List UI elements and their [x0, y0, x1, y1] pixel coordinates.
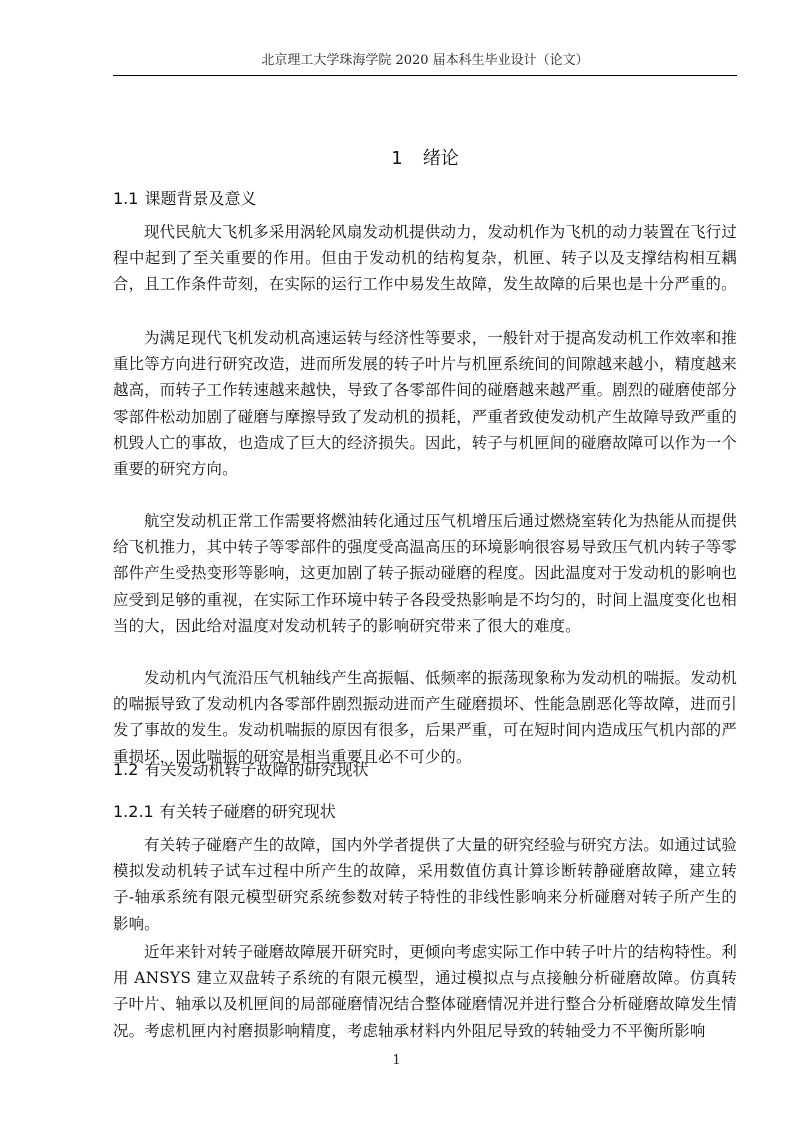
- chapter-number: 1: [391, 148, 403, 169]
- section-title: 有关转子碰磨的研究现状: [159, 802, 336, 821]
- section-title: 课题背景及意义: [144, 189, 257, 208]
- paragraph: 为满足现代飞机发动机高速运转与经济性等要求，一般针对于提高发动机工作效率和推重比等方向进行研究改造，进而所发展的转子叶片与机匣系统间的间隙越来越小，精度越来越高，而转子工作转速越来越快，导致了各零部件间的碰磨越来越严重。剧烈的碰磨使部分零部件松动加剧了碰磨与摩擦导致了发动机的损耗，严重者致使发动机产生故障导致严重的机毁人亡的事故，也造成了巨大的经济损失。因此，转子与机匣间的碰磨故障可以作为一个重要的研究方向。: [113, 329, 737, 479]
- section-heading-1-1: [113, 187, 737, 211]
- section-heading-1-2: [113, 758, 737, 782]
- running-header: 北京理工大学珠海学院 2020 届本科生毕业设计（论文）: [261, 53, 589, 68]
- paragraph: 现代民航大飞机多采用涡轮风扇发动机提供动力，发动机作为飞机的动力装置在飞行过程中起到了至关重要的作用。但由于发动机的结构复杂，机匣、转子以及支撑结构相互耦合，且工作条件苛刻，在实际的运行工作中易发生故障，发生故障的后果也是十分严重的。: [113, 223, 737, 294]
- paragraph: 近年来针对转子碰磨故障展开研究时，更倾向考虑实际工作中转子叶片的结构特性。利用 ANSYS 建立双盘转子系统的有限元模型，通过模拟点与点接触分析碰磨故障。仿真转子叶片、轴承以及机匣间的局部碰磨情况结合整体碰磨情况并进行整合分析碰磨故障发生情况。考虑机匣内衬磨损影响精度，考虑轴承材料内外阻尼导致的转轴受力不平衡所影响: [113, 943, 737, 1040]
- subsection-heading-1-2-1: [113, 800, 737, 824]
- header-divider: [113, 75, 737, 76]
- section-number: 1.2: [113, 760, 139, 779]
- section-title: 有关发动机转子故障的研究现状: [144, 760, 369, 779]
- paragraph: 有关转子碰磨产生的故障，国内外学者提供了大量的研究经验与研究方法。如通过试验模拟发动机转子试车过程中所产生的故障，采用数值仿真计算诊断转静碰磨故障，建立转子-轴承系统有限元模型研究系统参数对转子特性的非线性影响来分析碰磨对转子所产生的影响。: [113, 836, 737, 933]
- chapter-title-text: 绪论: [422, 148, 459, 169]
- chapter-title: [113, 146, 737, 172]
- paragraph: 航空发动机正常工作需要将燃油转化通过压气机增压后通过燃烧室转化为热能从而提供给飞机推力，其中转子等零部件的强度受高温高压的环境影响很容易导致压气机内转子等零部件产生受热变形等影响，这更加剧了转子振动碰磨的程度。因此温度对于发动机的影响也应受到足够的重视，在实际工作环境中转子各段受热影响是不均匀的，时间上温度变化也相当的大，因此给对温度对发动机转子的影响研究带来了很大的难度。: [113, 512, 737, 635]
- section-number: 1.2.1: [113, 802, 154, 821]
- paragraph: 发动机内气流沿压气机轴线产生高振幅、低频率的振荡现象称为发动机的喘振。发动机的喘振导致了发动机内各零部件剧烈振动进而产生碰磨损坏、性能急剧恶化等故障，进而引发了事故的发生。发动机喘振的原因有很多，后果严重，可在短时间内造成压气机内部的严重损坏，因此喘振的研究是相当重要且必不可少的。: [113, 669, 737, 766]
- section-number: 1.1: [113, 189, 139, 208]
- page-number: 1: [392, 1053, 401, 1068]
